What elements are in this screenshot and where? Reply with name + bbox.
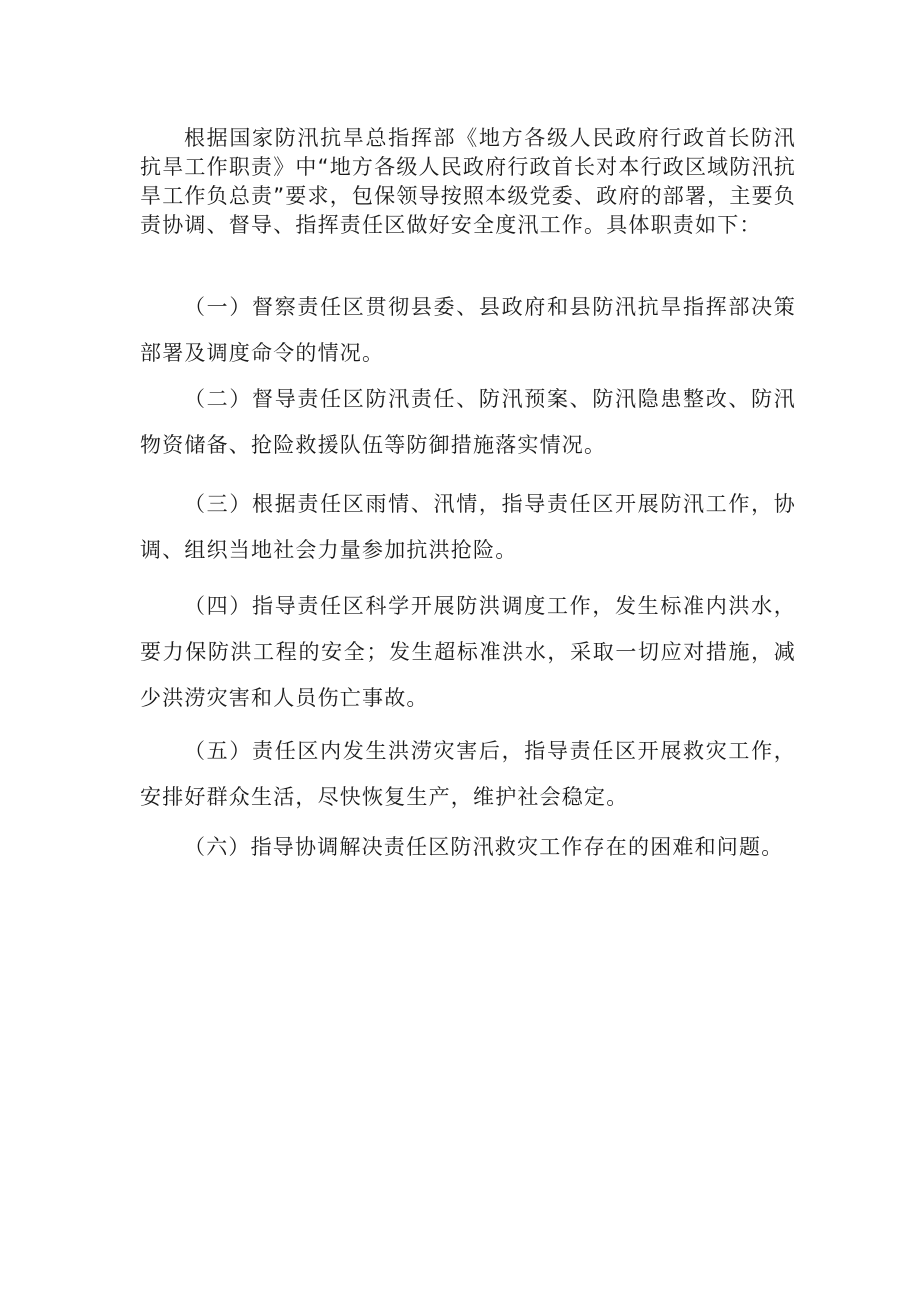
duty-item-6: （六）指导协调解决责任区防汛救灾工作存在的困难和问题。 [184, 835, 784, 859]
duty-item-1: （一）督察责任区贯彻县委、县政府和县防汛抗旱指挥部决策部署及调度命令的情况。 [140, 295, 796, 365]
duty-item-2: （二）督导责任区防汛责任、防汛预案、防汛隐患整改、防汛物资储备、抢险救援队伍等防御措施落实情况。 [140, 387, 796, 457]
duty-item-4: （四）指导责任区科学开展防洪调度工作，发生标准内洪水，要力保防洪工程的安全；发生超标准洪水，采取一切应对措施，减少洪涝灾害和人员伤亡事故。 [140, 594, 796, 710]
duty-item-3: （三）根据责任区雨情、汛情，指导责任区开展防汛工作，协调、组织当地社会力量参加抗洪抢险。 [140, 492, 796, 562]
intro-paragraph: 根据国家防汛抗旱总指挥部《地方各级人民政府行政首长防汛抗旱工作职责》中“地方各级人民政府行政首长对本行政区域防汛抗旱工作负总责”要求，包保领导按照本级党委、政府的部署，主要负责协调、督导、指挥责任区做好安全度汛工作。具体职责如下： [140, 126, 796, 237]
duty-item-5: （五）责任区内发生洪涝灾害后，指导责任区开展救灾工作，安排好群众生活，尽快恢复生产，维护社会稳定。 [140, 739, 796, 809]
